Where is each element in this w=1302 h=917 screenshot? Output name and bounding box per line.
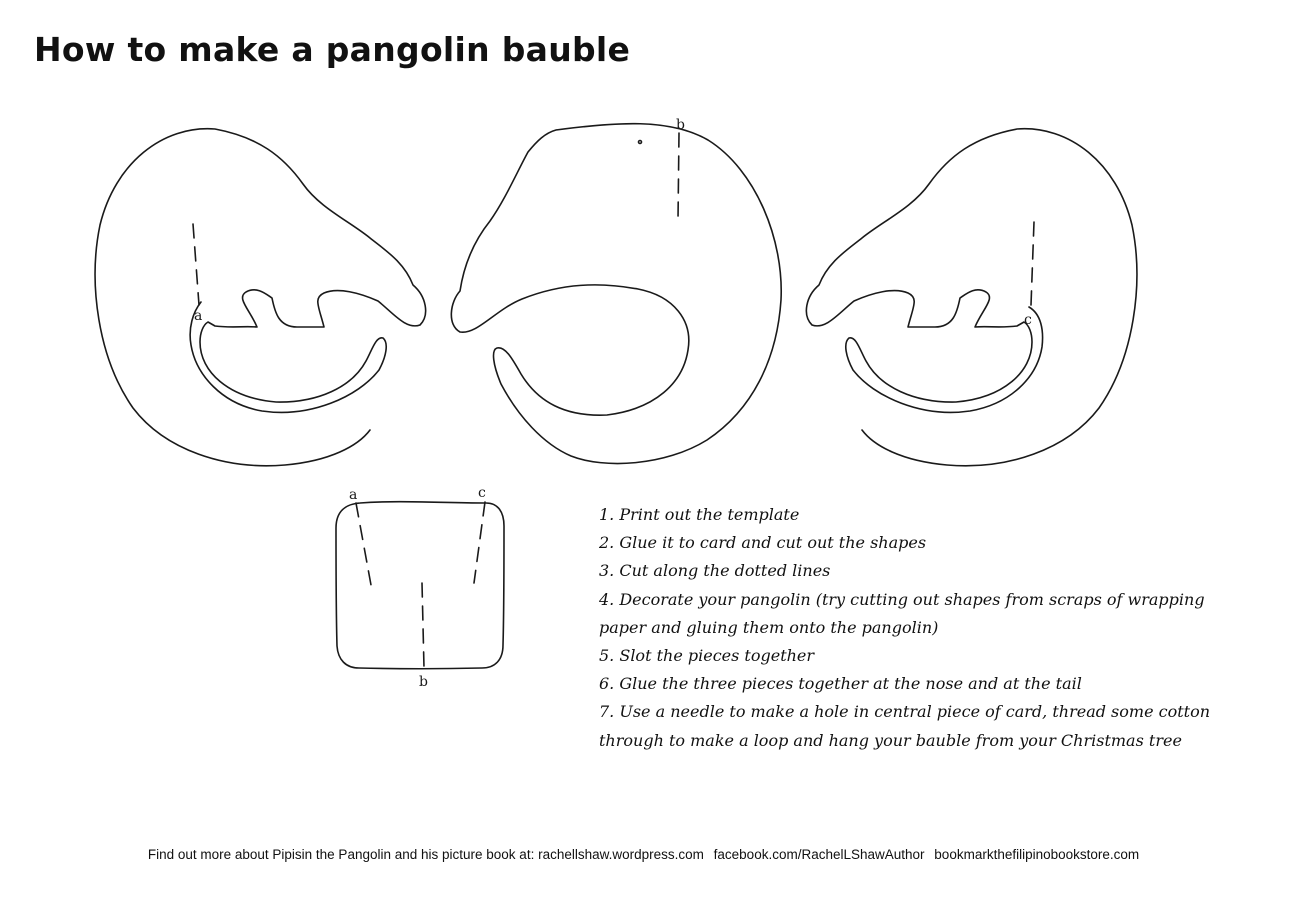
page-title: How to make a pangolin bauble	[34, 30, 631, 69]
instruction-step: 1. Print out the template	[599, 505, 800, 524]
instruction-step: 5. Slot the pieces together	[599, 646, 815, 666]
right-pangolin-piece	[806, 129, 1136, 466]
instruction-step: 2. Glue it to card and cut out the shapes	[599, 533, 927, 553]
middle-piece-hole-mark	[639, 141, 642, 144]
square-label-b: b	[419, 674, 428, 690]
instruction-step: 6. Glue the three pieces together at the nose and at the tail	[599, 674, 1082, 694]
instruction-step: 7. Use a needle to make a hole in central piece of card, thread some cotton through to make a loop and hang your bauble from your Christmas tree	[599, 702, 1211, 750]
middle-piece-cut-line	[678, 133, 679, 220]
left-piece-cut-line	[193, 224, 199, 305]
central-square-piece	[336, 485, 504, 690]
right-piece-outline	[806, 129, 1136, 466]
instruction-step: 4. Decorate your pangolin (try cutting out shapes from scraps of wrapping paper and gluing them onto the pangolin)	[599, 589, 1205, 637]
square-piece-outline	[336, 502, 504, 669]
footer-bookstore-link[interactable]: bookmarkthefilipinobookstore.com	[934, 847, 1140, 862]
square-cut-line-b	[422, 583, 424, 668]
square-cut-line-a	[356, 503, 371, 585]
square-label-a: a	[349, 487, 358, 503]
left-piece-outline	[95, 129, 425, 466]
middle-piece-label-b: b	[676, 117, 685, 133]
footer-intro-text: Find out more about Pipisin the Pangolin and his picture book at: rachellshaw.wordpress.com	[147, 847, 704, 862]
instruction-step: 3. Cut along the dotted lines	[599, 561, 831, 581]
square-cut-line-c	[474, 502, 485, 583]
left-piece-label-a: a	[194, 308, 203, 324]
middle-piece-outline	[451, 124, 781, 464]
square-label-c: c	[478, 485, 486, 501]
footer-facebook-link[interactable]: facebook.com/RachelLShawAuthor	[713, 847, 925, 862]
instruction-list	[599, 501, 1239, 755]
footer-credits	[0, 847, 1287, 862]
right-piece-cut-line	[1031, 222, 1034, 305]
left-pangolin-piece	[95, 129, 425, 466]
middle-pangolin-piece	[451, 117, 781, 464]
right-piece-label-c: c	[1024, 312, 1032, 328]
